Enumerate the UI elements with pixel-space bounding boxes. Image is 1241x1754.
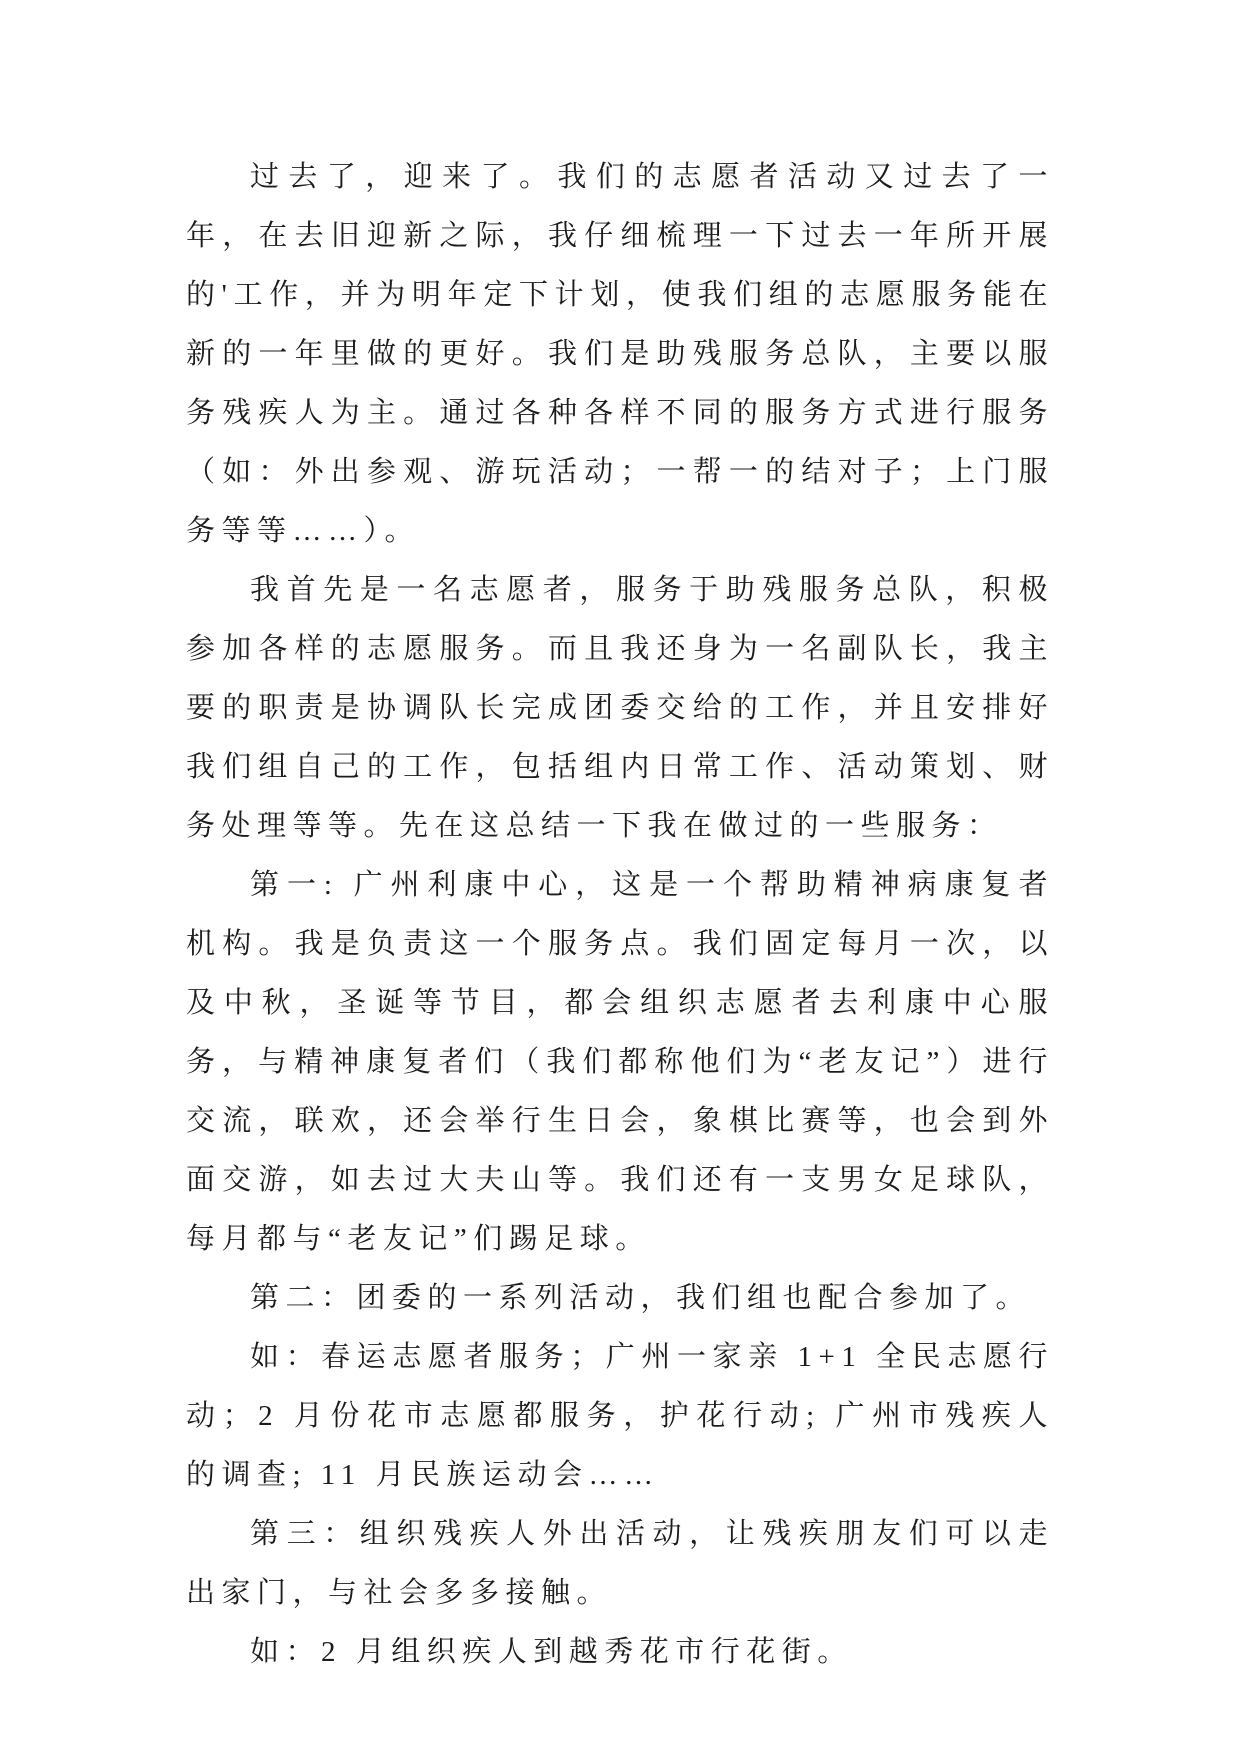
- paragraph-item-1: 第一: 广州利康中心，这是一个帮助精神病康复者机构。我是负责这一个服务点。我们固定每月一次，以及中秋，圣诞等节目，都会组织志愿者去利康中心服务，与精神康复者们（我们都称他们为“老友记”）进行交流，联欢，还会举行生日会，象棋比赛等，也会到外面交游，如去过大夫山等。我们还有一支男女足球队，每月都与“老友记”们踢足球。: [186, 869, 1054, 1255]
- paragraph-intro: 过去了，迎来了。我们的志愿者活动又过去了一年，在去旧迎新之际，我仔细梳理一下过去一年所开展的'工作，并为明年定下计划，使我们组的志愿服务能在新的一年里做的更好。我们是助残服务总队，主要以服务残疾人为主。通过各种各样不同的服务方式进行服务（如：外出参观、游玩活动；一帮一的结对子；上门服务等等……）。: [186, 161, 1054, 547]
- paragraph-item-3-example: 如：2 月组织疾人到越秀花市行花街。: [250, 1636, 853, 1668]
- paragraph-item-2: 第二：团委的一系列活动，我们组也配合参加了。: [250, 1282, 1032, 1314]
- paragraph-role: 我首先是一名志愿者，服务于助残服务总队，积极参加各样的志愿服务。而且我还身为一名副队长，我主要的职责是协调队长完成团委交给的工作，并且安排好我们组自己的工作，包括组内日常工作、活动策划、财务处理等等。先在这总结一下我在做过的一些服务：: [186, 574, 1054, 842]
- paragraph-item-3: 第三：组织残疾人外出活动，让残疾朋友们可以走出家门，与社会多多接触。: [186, 1518, 1054, 1609]
- paragraph-item-2-example: 如：春运志愿者服务；广州一家亲 1+1 全民志愿行动；2 月份花市志愿都服务，护花行动; 广州市残疾人的调查; 11 月民族运动会……: [186, 1341, 1054, 1491]
- document-text-block: [186, 148, 1054, 1682]
